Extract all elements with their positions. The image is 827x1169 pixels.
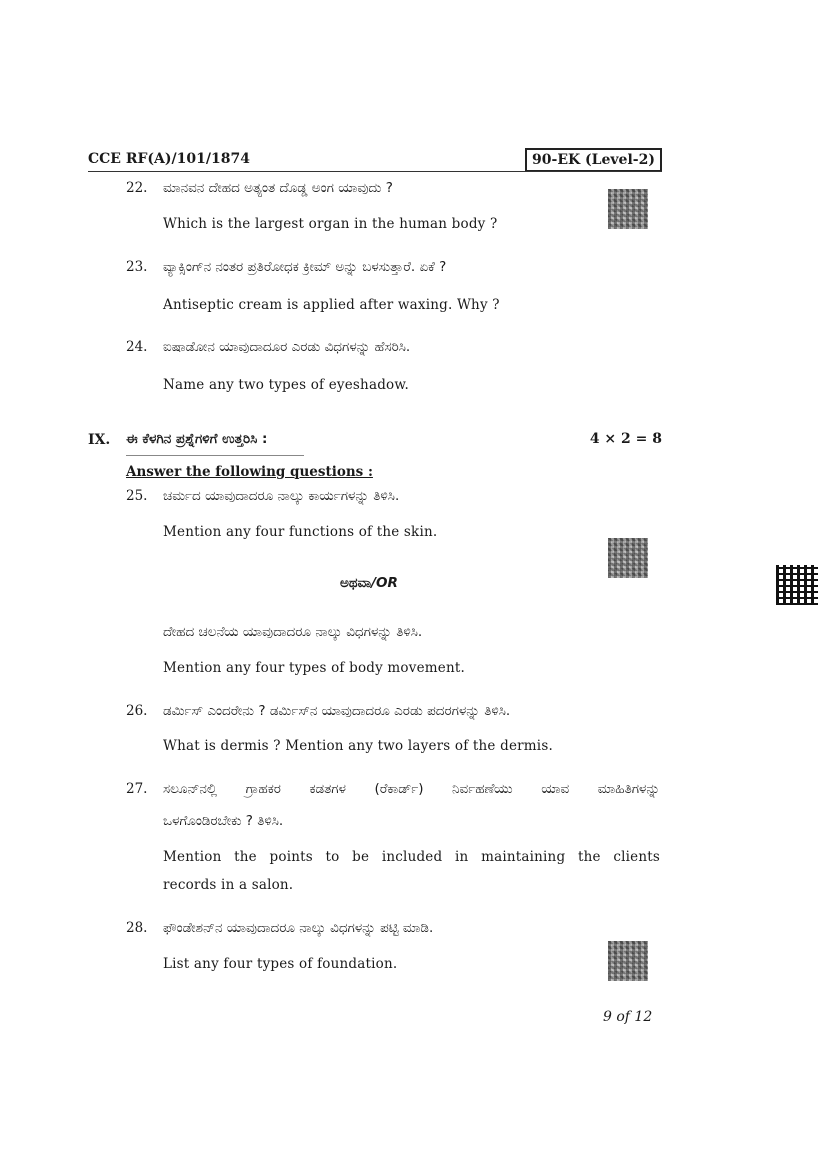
section-heading-english: Answer the following questions :	[126, 464, 373, 480]
section-number: IX.	[88, 432, 111, 448]
question-english: List any four types of foundation.	[163, 956, 398, 972]
or-separator	[340, 575, 398, 591]
question-qr-code	[608, 941, 648, 981]
section-marks: 4 × 2 = 8	[589, 431, 662, 447]
level-code-box: 90-EK (Level-2)	[525, 148, 662, 172]
header-divider	[88, 171, 662, 172]
question-kannada: ಐಷಾಡೋನ ಯಾವುದಾದೂರ ಎರಡು ವಿಧಗಳನ್ನು ಹೆಸರಿಸಿ.	[163, 339, 411, 355]
question-kannada-line2: ಒಳಗೊಂಡಿರಬೇಕು ? ತಿಳಿಸಿ.	[163, 813, 284, 829]
question-kannada: ಮಾನವನ ದೇಹದ ಅತ್ಯಂತ ದೊಡ್ಡ ಅಂಗ ಯಾವುದು ?	[163, 180, 393, 196]
section-heading-rule	[126, 455, 304, 456]
question-english-line2: records in a salon.	[163, 877, 294, 893]
page-number: 9 of 12	[603, 1009, 653, 1025]
question-number: 27.	[126, 781, 148, 797]
question-english: Mention any four functions of the skin.	[163, 524, 438, 540]
question-number: 28.	[126, 920, 148, 936]
question-english: What is dermis ? Mention any two layers of the dermis.	[163, 738, 553, 754]
question-qr-code	[608, 538, 648, 578]
question-english-alt: Mention any four types of body movement.	[163, 660, 465, 676]
question-number: 23.	[126, 259, 148, 275]
question-kannada: ಫೌಂಡೇಶನ್‌ನ ಯಾವುದಾದರೂ ನಾಲ್ಕು ವಿಧಗಳನ್ನು ಪಟ್ಟಿ ಮಾಡಿ.	[163, 920, 434, 936]
question-kannada-line1: ಸಲೂನ್‌ನಲ್ಲಿ ಗ್ರಾಹಕರ ಕಡತಗಳ (ರೆಕಾರ್ಡ್) ನಿರ್ವಹಣೆಯು ಯಾವ ಮಾಹಿತಿಗಳನ್ನು	[163, 781, 660, 797]
question-english: Which is the largest organ in the human body ?	[163, 216, 498, 232]
question-kannada: ಡರ್ಮಿಸ್ ಎಂದರೇನು ? ಡರ್ಮಿಸ್‌ನ ಯಾವುದಾದರೂ ಎರಡು ಪದರಗಳನ್ನು ತಿಳಿಸಿ.	[163, 703, 511, 719]
page-qr-code	[776, 565, 818, 605]
question-number: 25.	[126, 488, 148, 504]
question-english: Name any two types of eyeshadow.	[163, 377, 410, 393]
question-qr-code	[608, 189, 648, 229]
question-number: 22.	[126, 180, 148, 196]
question-kannada-alt: ದೇಹದ ಚಲನೆಯ ಯಾವುದಾದರೂ ನಾಲ್ಕು ವಿಧಗಳನ್ನು ತಿಳಿಸಿ.	[163, 624, 423, 640]
or-english: /OR	[371, 575, 398, 591]
or-kannada: ಅಥವಾ	[340, 575, 372, 591]
question-number: 24.	[126, 339, 148, 355]
section-heading-kannada: ಈ ಕೆಳಗಿನ ಪ್ರಶ್ನೆಗಳಿಗೆ ಉತ್ತರಿಸಿ :	[126, 431, 268, 447]
question-kannada: ವ್ಯಾಕ್ಸಿಂಗ್‌ನ ನಂತರ ಪ್ರತಿರೋಧಕ ಕ್ರೀಮ್ ಅನ್ನು ಬಳಸುತ್ತಾರೆ. ಏಕೆ ?	[163, 259, 447, 275]
question-kannada: ಚರ್ಮದ ಯಾವುದಾದರೂ ನಾಲ್ಕು ಕಾರ್ಯಗಳನ್ನು ತಿಳಿಸಿ.	[163, 488, 400, 504]
question-english: Antiseptic cream is applied after waxing. Why ?	[163, 297, 500, 313]
paper-code: CCE RF(A)/101/1874	[88, 151, 250, 167]
question-number: 26.	[126, 703, 148, 719]
question-english-line1: Mention the points to be included in maintaining the clients	[163, 849, 660, 865]
